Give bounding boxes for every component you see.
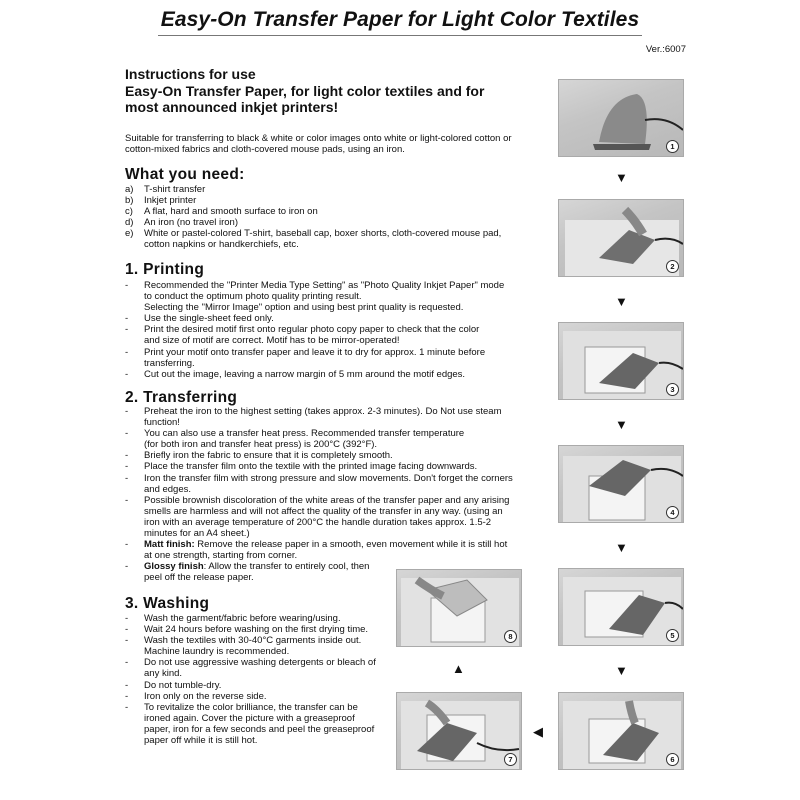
list-marker: - (125, 561, 129, 573)
arrow-down-icon: ▼ (615, 294, 628, 309)
section-heading-transferring: 2. Transferring (125, 389, 238, 406)
list-marker: - (125, 461, 129, 473)
section-heading-need: What you need: (125, 166, 245, 183)
list-item-line: (for both iron and transfer heat press) is 200°C (392°F). (144, 439, 378, 451)
list-item (125, 539, 525, 561)
intro-line: Easy-On Transfer Paper, for light color textiles and for (125, 82, 485, 99)
list-item-line: Place the transfer film onto the textile with the printed image facing downwards. (144, 461, 478, 473)
list-marker: - (125, 690, 129, 702)
step-photo-8 (396, 569, 522, 647)
list-item (125, 347, 525, 369)
intro-line: most announced inkjet printers! (125, 99, 339, 115)
bold-label: Matt finish: (144, 539, 195, 551)
list-item-line: Print your motif onto transfer paper and leave it to dry for approx. 1 minute before (144, 346, 486, 358)
list-item-line: transferring. (144, 357, 195, 369)
list-marker: c) (125, 206, 133, 218)
list-item-line: Do not tumble-dry. (144, 679, 222, 691)
list-item-line: to conduct the optimum photo quality printing result. (144, 291, 362, 303)
list-marker: - (125, 280, 129, 291)
list-item-line: Inkjet printer (144, 195, 197, 207)
arrow-down-icon: ▼ (615, 417, 628, 432)
list-marker: a) (125, 184, 134, 195)
need-list (125, 184, 545, 251)
printing-list (125, 280, 525, 380)
intro-heading (125, 66, 545, 116)
list-item-line: T-shirt transfer (144, 184, 206, 195)
step-photo-6 (558, 692, 684, 770)
list-marker: - (125, 657, 129, 669)
section-heading-printing: 1. Printing (125, 261, 205, 278)
list-item-line: paper off while it is still hot. (144, 735, 258, 747)
step-number: 8 (504, 630, 517, 643)
list-item (125, 635, 395, 657)
list-marker: - (125, 635, 129, 647)
list-item (125, 369, 525, 380)
list-item (125, 495, 525, 539)
suitable-paragraph (125, 133, 545, 155)
list-item (125, 461, 525, 472)
list-item-line: Do not use aggressive washing detergents or bleach of (144, 657, 376, 669)
step-photo-4 (558, 445, 684, 523)
washing-list (125, 613, 395, 746)
list-item-line: Wash the garment/fabric before wearing/using. (144, 613, 341, 624)
list-marker: - (125, 406, 129, 417)
list-item-line: White or pastel-colored T-shirt, baseball cap, boxer shorts, cloth-covered mouse pad, (144, 228, 502, 240)
list-item-line: Wait 24 hours before washing on the first drying time. (144, 624, 369, 636)
list-item (125, 613, 395, 624)
list-marker: - (125, 539, 129, 551)
list-marker: - (125, 313, 129, 325)
list-marker: - (125, 494, 129, 506)
list-item (125, 406, 525, 428)
bold-label: Glossy finish (144, 561, 204, 573)
list-item-line: Iron the transfer film with strong pressure and slow movements. Don't forget the corners (144, 472, 513, 484)
list-item (125, 313, 525, 324)
list-marker: - (125, 346, 129, 358)
paragraph-line: cotton-mixed fabrics and cloth-covered mouse pads, using an iron. (125, 144, 405, 156)
step-photo-1 (558, 79, 684, 157)
list-item (125, 195, 545, 206)
list-item-line: Machine laundry is recommended. (144, 646, 290, 658)
list-item-line: Cut out the image, leaving a narrow margin of 5 mm around the motif edges. (144, 368, 466, 380)
list-marker: - (125, 324, 129, 336)
intro-line: Instructions for use (125, 66, 256, 82)
list-marker: - (125, 624, 129, 636)
version-label: Ver.:6007 (645, 44, 686, 55)
list-item-line (144, 539, 525, 550)
list-item-line: Possible brownish discoloration of the white areas of the transfer paper and any arising (144, 494, 510, 506)
list-item-line: Selecting the "Mirror Image" option and using best print quality is requested. (144, 302, 464, 314)
list-item-text: Remove the release paper in a smooth, even movement while it is still hot (194, 539, 508, 551)
list-item (125, 428, 525, 450)
step-number: 5 (666, 629, 679, 642)
list-marker: - (125, 613, 129, 624)
list-marker: - (125, 428, 129, 440)
list-item-line: A flat, hard and smooth surface to iron on (144, 206, 318, 218)
arrow-down-icon: ▼ (615, 663, 628, 678)
step-number: 2 (666, 260, 679, 273)
list-item-line: minutes for an A4 sheet.) (144, 528, 250, 540)
list-marker: - (125, 368, 129, 380)
list-marker: - (125, 679, 129, 691)
arrow-down-icon: ▼ (615, 170, 628, 185)
list-item-line: Briefly iron the fabric to ensure that it is completely smooth. (144, 450, 393, 462)
list-item (125, 324, 525, 346)
list-item (125, 691, 395, 702)
step-photo-2 (558, 199, 684, 277)
list-item-line: any kind. (144, 668, 183, 680)
list-item (125, 624, 395, 635)
list-item-line: and size of motif are correct. Motif has to be mirror-operated! (144, 335, 400, 347)
list-item-text: : Allow the transfer to entirely cool, then (203, 561, 370, 573)
list-marker: - (125, 450, 129, 462)
list-marker: - (125, 472, 129, 484)
list-item-line: smells are harmless and will not affect the quality of the transfer in any way. (using an (144, 505, 503, 517)
list-item-line: Recommended the "Printer Media Type Setting" as "Photo Quality Inkjet Paper" mode (144, 280, 505, 291)
list-marker: - (125, 701, 129, 713)
list-item (125, 184, 545, 195)
list-marker: e) (125, 228, 134, 240)
list-item (125, 280, 525, 313)
list-item-line: Use the single-sheet feed only. (144, 313, 274, 325)
list-item-line: Wash the textiles with 30-40°C garments inside out. (144, 635, 362, 647)
list-item-line: at one strength, starting from corner. (144, 550, 298, 562)
list-item (125, 206, 545, 217)
list-item-line: Preheat the iron to the highest setting (takes approx. 2-3 minutes). Do Not use steam (144, 406, 502, 417)
step-number: 4 (666, 506, 679, 519)
list-item (125, 228, 545, 250)
list-item (125, 473, 525, 495)
list-item-line: paper, iron for a few seconds and peel the greaseproof (144, 723, 375, 735)
list-marker: b) (125, 195, 134, 207)
arrow-left-icon: ◀ (533, 724, 543, 739)
list-item-line: peel off the release paper. (144, 572, 254, 584)
list-item-line: You can also use a transfer heat press. Recommended transfer temperature (144, 428, 465, 440)
list-item-line: function! (144, 417, 180, 429)
list-item (125, 657, 395, 679)
step-number: 6 (666, 753, 679, 766)
section-heading-washing: 3. Washing (125, 595, 210, 612)
step-photo-3 (558, 322, 684, 400)
list-item-line: cotton napkins or handkerchiefs, etc. (144, 239, 299, 251)
page-title: Easy-On Transfer Paper for Light Color Textiles (160, 8, 640, 31)
list-item-line: iron with an average temperature of 200°C the handle duration takes approx. 1.5-2 (144, 516, 492, 528)
list-item (125, 217, 545, 228)
step-number: 3 (666, 383, 679, 396)
list-marker: d) (125, 217, 134, 229)
list-item (125, 680, 395, 691)
list-item-line: and edges. (144, 483, 192, 495)
step-photo-7 (396, 692, 522, 770)
list-item-line: An iron (no travel iron) (144, 217, 238, 229)
list-item-line: To revitalize the color brilliance, the transfer can be (144, 701, 358, 713)
step-number: 7 (504, 753, 517, 766)
arrow-up-icon: ▲ (452, 661, 465, 676)
list-item (125, 450, 525, 461)
list-item-line: Print the desired motif first onto regular photo copy paper to check that the color (144, 324, 480, 336)
list-item-line: ironed again. Cover the picture with a greaseproof (144, 712, 355, 724)
title-underline (158, 35, 642, 36)
paragraph-line: Suitable for transferring to black & white or color images onto white or light-colored cotton or (125, 133, 512, 144)
arrow-down-icon: ▼ (615, 540, 628, 555)
list-item (125, 702, 395, 746)
step-number: 1 (666, 140, 679, 153)
list-item-line: Iron only on the reverse side. (144, 690, 267, 702)
transferring-list (125, 406, 525, 584)
step-photo-5 (558, 568, 684, 646)
